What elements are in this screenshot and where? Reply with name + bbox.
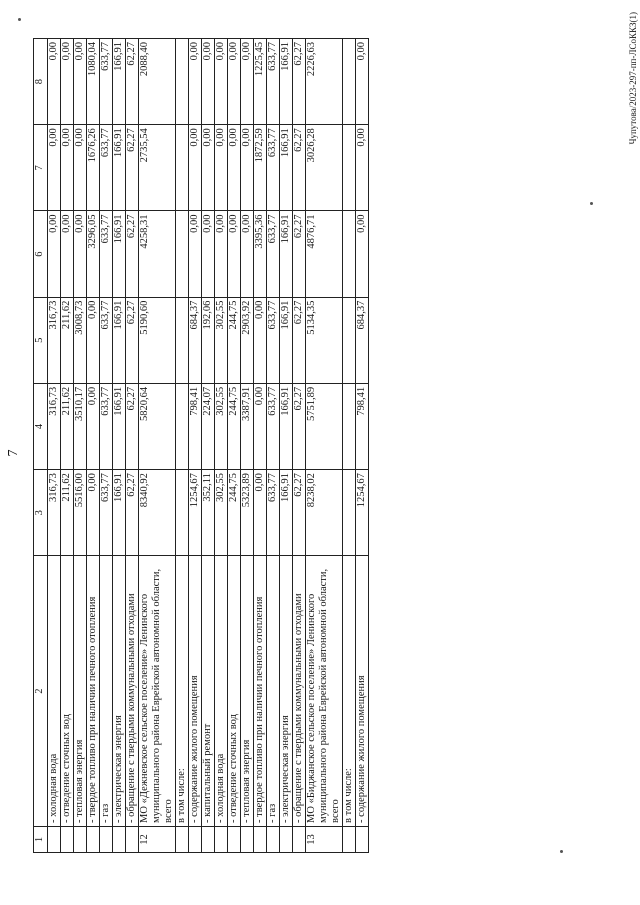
value-cell: 316,73	[48, 470, 61, 556]
value-cell: 1254,67	[356, 470, 369, 556]
value-cell: 62,27	[293, 39, 306, 125]
row-name-cell: - содержание жилого помещения	[189, 556, 202, 827]
row-index-cell	[176, 826, 189, 852]
value-cell: 8238,02	[306, 470, 343, 556]
row-index-cell	[113, 826, 126, 852]
row-index-cell	[61, 826, 74, 852]
value-cell: 0,00	[228, 211, 241, 297]
value-cell: 62,27	[293, 211, 306, 297]
value-cell: 244,75	[228, 470, 241, 556]
value-cell: 798,41	[356, 383, 369, 469]
value-cell	[176, 383, 189, 469]
page-number: 7	[6, 449, 21, 457]
table-row	[306, 39, 343, 853]
value-cell: 0,00	[202, 39, 215, 125]
table-row	[126, 39, 139, 853]
row-name-cell: - тепловая энергия	[74, 556, 87, 827]
row-index-cell	[356, 826, 369, 852]
value-cell: 0,00	[74, 39, 87, 125]
row-name-cell: МО «Биджанское сельское поселение» Ленинского муниципального района Еврейской автономной области, всего	[306, 556, 343, 827]
row-index-cell	[228, 826, 241, 852]
row-index-cell	[293, 826, 306, 852]
value-cell: 1872,59	[254, 125, 267, 211]
value-cell: 4258,31	[139, 211, 176, 297]
table-row	[280, 39, 293, 853]
column-header: 5	[34, 297, 48, 383]
value-cell: 0,00	[241, 39, 254, 125]
row-index-cell	[189, 826, 202, 852]
row-name-cell: - электрическая энергия	[113, 556, 126, 827]
value-cell: 0,00	[228, 125, 241, 211]
value-cell: 0,00	[87, 470, 100, 556]
value-cell: 166,91	[113, 383, 126, 469]
table-row	[74, 39, 87, 853]
value-cell: 244,75	[228, 297, 241, 383]
value-cell: 166,91	[280, 297, 293, 383]
value-cell: 8340,92	[139, 470, 176, 556]
scan-speck	[590, 202, 593, 205]
value-cell: 0,00	[189, 211, 202, 297]
value-cell: 166,91	[113, 211, 126, 297]
row-name-cell: - капитальный ремонт	[202, 556, 215, 827]
value-cell: 5820,64	[139, 383, 176, 469]
value-cell: 0,00	[61, 125, 74, 211]
value-cell: 0,00	[228, 39, 241, 125]
row-index-cell	[126, 826, 139, 852]
value-cell: 0,00	[215, 125, 228, 211]
value-cell: 0,00	[356, 211, 369, 297]
value-cell	[343, 383, 356, 469]
value-cell: 166,91	[280, 211, 293, 297]
value-cell: 0,00	[74, 125, 87, 211]
value-cell	[343, 39, 356, 125]
column-header: 2	[34, 556, 48, 827]
value-cell: 633,77	[267, 125, 280, 211]
table-row	[241, 39, 254, 853]
value-cell: 0,00	[189, 39, 202, 125]
value-cell: 633,77	[267, 470, 280, 556]
value-cell	[343, 470, 356, 556]
value-cell: 3296,05	[87, 211, 100, 297]
value-cell: 192,06	[202, 297, 215, 383]
tariff-table	[33, 38, 369, 853]
value-cell: 633,77	[100, 211, 113, 297]
row-name-cell: - твердое топливо при наличии печного отопления	[87, 556, 100, 827]
value-cell: 0,00	[241, 211, 254, 297]
value-cell: 0,00	[202, 125, 215, 211]
row-name-cell: в том числе:	[343, 556, 356, 827]
row-index-cell	[48, 826, 61, 852]
row-name-cell: - электрическая энергия	[280, 556, 293, 827]
value-cell: 5516,00	[74, 470, 87, 556]
row-name-cell: - обращение с твердыми коммунальными отходами	[126, 556, 139, 827]
table-row	[48, 39, 61, 853]
row-index-cell	[215, 826, 228, 852]
value-cell: 684,37	[189, 297, 202, 383]
value-cell: 0,00	[254, 297, 267, 383]
value-cell: 3026,28	[306, 125, 343, 211]
value-cell: 633,77	[100, 383, 113, 469]
value-cell: 316,73	[48, 383, 61, 469]
row-name-cell: - отведение сточных вод	[228, 556, 241, 827]
row-index-cell	[74, 826, 87, 852]
value-cell: 166,91	[280, 125, 293, 211]
scan-speck	[18, 18, 21, 21]
value-cell: 5323,89	[241, 470, 254, 556]
value-cell: 0,00	[241, 125, 254, 211]
row-name-cell: - газ	[267, 556, 280, 827]
value-cell: 0,00	[87, 383, 100, 469]
value-cell: 0,00	[254, 383, 267, 469]
value-cell: 633,77	[267, 211, 280, 297]
row-index-cell	[280, 826, 293, 852]
value-cell: 2088,40	[139, 39, 176, 125]
value-cell: 0,00	[254, 470, 267, 556]
value-cell: 4876,71	[306, 211, 343, 297]
column-header: 6	[34, 211, 48, 297]
column-header: 4	[34, 383, 48, 469]
value-cell: 1080,04	[87, 39, 100, 125]
row-name-cell: - холодная вода	[48, 556, 61, 827]
value-cell: 166,91	[280, 39, 293, 125]
table-row	[228, 39, 241, 853]
table-row	[267, 39, 280, 853]
value-cell: 5751,89	[306, 383, 343, 469]
row-name-cell: - холодная вода	[215, 556, 228, 827]
value-cell: 3008,73	[74, 297, 87, 383]
value-cell: 166,91	[113, 125, 126, 211]
value-cell: 0,00	[215, 39, 228, 125]
value-cell: 316,73	[48, 297, 61, 383]
row-index-cell	[254, 826, 267, 852]
column-header: 1	[34, 826, 48, 852]
value-cell: 166,91	[113, 39, 126, 125]
value-cell: 0,00	[189, 125, 202, 211]
value-cell: 1225,45	[254, 39, 267, 125]
value-cell: 62,27	[293, 125, 306, 211]
value-cell: 211,62	[61, 383, 74, 469]
value-cell: 0,00	[356, 125, 369, 211]
value-cell: 62,27	[126, 383, 139, 469]
value-cell: 1676,26	[87, 125, 100, 211]
value-cell	[343, 211, 356, 297]
table-row	[254, 39, 267, 853]
value-cell: 2903,92	[241, 297, 254, 383]
value-cell: 302,55	[215, 383, 228, 469]
value-cell: 684,37	[356, 297, 369, 383]
value-cell: 3387,91	[241, 383, 254, 469]
column-header: 3	[34, 470, 48, 556]
value-cell: 0,00	[61, 39, 74, 125]
value-cell: 633,77	[267, 297, 280, 383]
table-row	[176, 39, 189, 853]
value-cell: 0,00	[215, 211, 228, 297]
table-row	[189, 39, 202, 853]
value-cell	[176, 125, 189, 211]
value-cell: 5134,35	[306, 297, 343, 383]
value-cell: 798,41	[189, 383, 202, 469]
table-row	[100, 39, 113, 853]
value-cell	[176, 211, 189, 297]
value-cell: 5190,60	[139, 297, 176, 383]
row-index-cell	[241, 826, 254, 852]
value-cell	[343, 125, 356, 211]
value-cell: 62,27	[126, 470, 139, 556]
value-cell: 0,00	[87, 297, 100, 383]
row-name-cell: - тепловая энергия	[241, 556, 254, 827]
scan-speck	[560, 850, 563, 853]
value-cell: 62,27	[126, 39, 139, 125]
value-cell: 302,55	[215, 297, 228, 383]
value-cell: 0,00	[61, 211, 74, 297]
table-row	[215, 39, 228, 853]
row-index-cell	[343, 826, 356, 852]
value-cell: 352,11	[202, 470, 215, 556]
table-row	[356, 39, 369, 853]
column-header: 8	[34, 39, 48, 125]
value-cell	[176, 297, 189, 383]
value-cell: 224,07	[202, 383, 215, 469]
value-cell: 633,77	[100, 470, 113, 556]
table-row	[113, 39, 126, 853]
value-cell: 244,75	[228, 383, 241, 469]
value-cell: 0,00	[48, 125, 61, 211]
value-cell: 2226,63	[306, 39, 343, 125]
value-cell: 633,77	[267, 383, 280, 469]
row-name-cell: - обращение с твердыми коммунальными отходами	[293, 556, 306, 827]
value-cell: 62,27	[126, 125, 139, 211]
value-cell: 62,27	[293, 297, 306, 383]
value-cell: 62,27	[126, 211, 139, 297]
value-cell: 211,62	[61, 470, 74, 556]
row-index-cell	[100, 826, 113, 852]
value-cell: 0,00	[202, 211, 215, 297]
value-cell: 1254,67	[189, 470, 202, 556]
value-cell: 0,00	[48, 39, 61, 125]
value-cell: 166,91	[280, 383, 293, 469]
value-cell	[343, 297, 356, 383]
value-cell: 0,00	[48, 211, 61, 297]
value-cell: 2735,54	[139, 125, 176, 211]
value-cell: 166,91	[113, 470, 126, 556]
table-row	[61, 39, 74, 853]
row-name-cell: - содержание жилого помещения	[356, 556, 369, 827]
row-name-cell: - отведение сточных вод	[61, 556, 74, 827]
value-cell: 62,27	[293, 383, 306, 469]
value-cell: 0,00	[74, 211, 87, 297]
value-cell: 166,91	[280, 470, 293, 556]
value-cell: 166,91	[113, 297, 126, 383]
table-row	[87, 39, 100, 853]
table-row	[139, 39, 176, 853]
table-row	[293, 39, 306, 853]
row-name-cell: в том числе:	[176, 556, 189, 827]
value-cell: 62,27	[126, 297, 139, 383]
value-cell: 3510,17	[74, 383, 87, 469]
row-index-cell	[202, 826, 215, 852]
column-header: 7	[34, 125, 48, 211]
document-footer-code: Чупутова/2023-297-пп-ЛСоККЗ(1)	[628, 12, 638, 145]
row-index-cell	[267, 826, 280, 852]
row-index-cell: 12	[139, 826, 176, 852]
value-cell	[176, 470, 189, 556]
value-cell: 62,27	[293, 470, 306, 556]
value-cell: 3395,36	[254, 211, 267, 297]
value-cell: 633,77	[267, 39, 280, 125]
row-index-cell	[87, 826, 100, 852]
column-number-row	[34, 39, 48, 853]
row-name-cell: МО «Дежневское сельское поселение» Ленинского муниципального района Еврейской автономной области, всего	[139, 556, 176, 827]
row-index-cell: 13	[306, 826, 343, 852]
value-cell	[176, 39, 189, 125]
value-cell: 633,77	[100, 39, 113, 125]
value-cell: 0,00	[356, 39, 369, 125]
table-row	[202, 39, 215, 853]
value-cell: 633,77	[100, 297, 113, 383]
table-row	[343, 39, 356, 853]
row-name-cell: - твердое топливо при наличии печного отопления	[254, 556, 267, 827]
value-cell: 633,77	[100, 125, 113, 211]
row-name-cell: - газ	[100, 556, 113, 827]
value-cell: 211,62	[61, 297, 74, 383]
value-cell: 302,55	[215, 470, 228, 556]
